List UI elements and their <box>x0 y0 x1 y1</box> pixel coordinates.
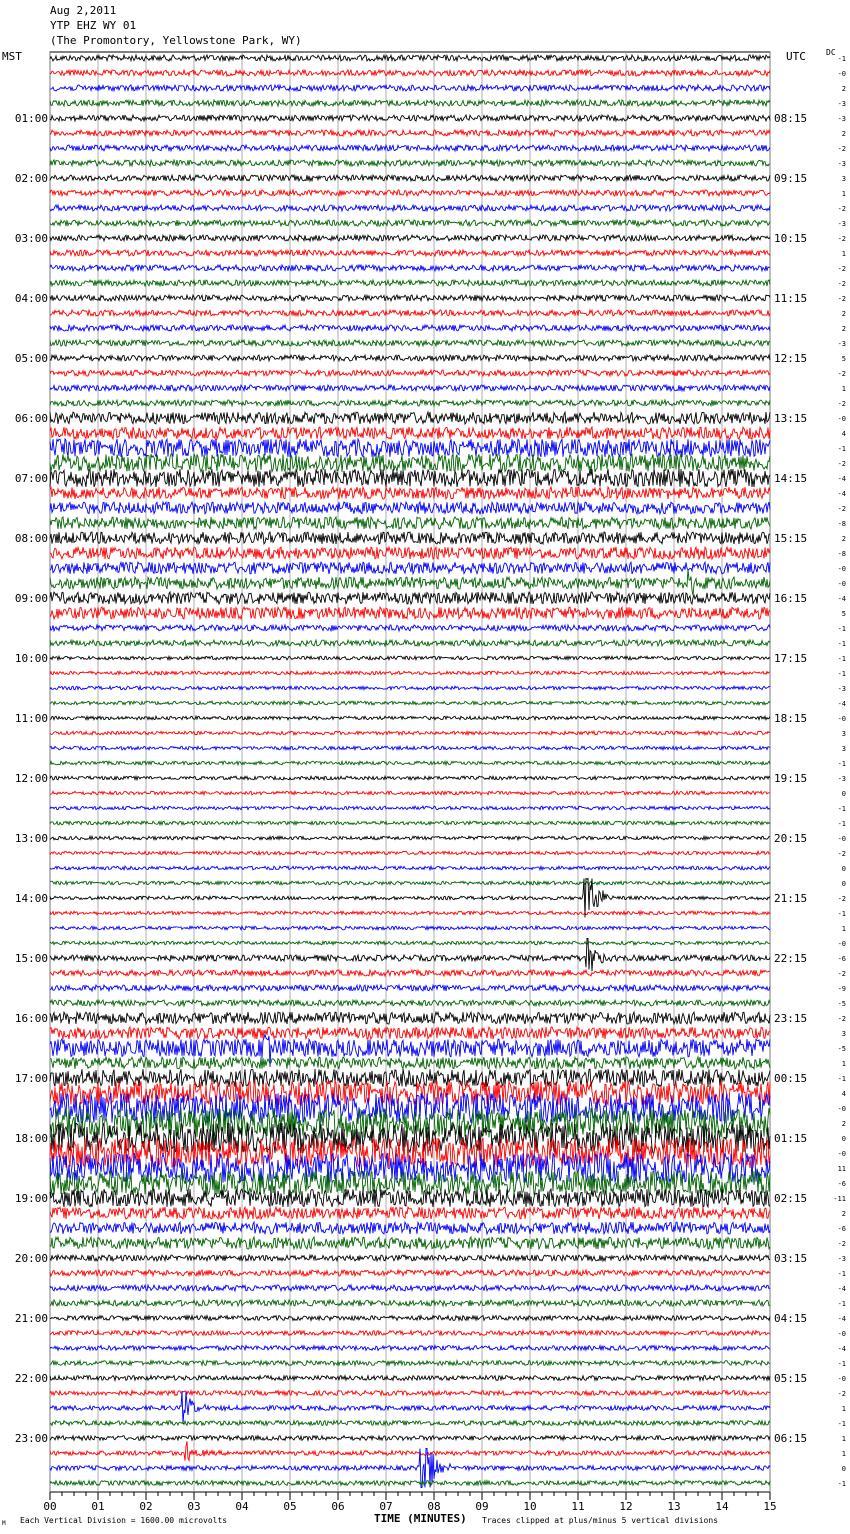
left-timezone-label: MST <box>2 50 22 63</box>
dc-offset-label: -8 <box>837 550 846 558</box>
dc-offset-label: -1 <box>837 1300 846 1308</box>
dc-offset-label: -4 <box>837 490 846 498</box>
mst-hour-label: 19:00 <box>14 1192 48 1205</box>
x-tick-label: 13 <box>667 1500 681 1513</box>
seismic-trace <box>50 776 770 780</box>
dc-offset-label: -2 <box>837 895 846 903</box>
seismic-trace <box>50 716 770 720</box>
seismic-trace <box>50 130 770 136</box>
seismic-trace <box>50 731 770 735</box>
mst-hour-label: 17:00 <box>14 1072 48 1085</box>
seismic-trace <box>50 190 770 196</box>
seismic-trace <box>50 625 770 631</box>
seismic-trace <box>50 1285 770 1291</box>
utc-hour-label: 06:15 <box>774 1432 808 1445</box>
dc-offset-label: -0 <box>837 1150 846 1158</box>
dc-offset-label: -2 <box>837 1240 846 1248</box>
dc-offset-label: -2 <box>837 1390 846 1398</box>
seismic-trace <box>50 866 770 870</box>
dc-offset-label: -0 <box>837 70 846 78</box>
seismic-trace <box>50 640 770 646</box>
scale-note: Each Vertical Division = 1600.00 microvolts <box>20 1516 228 1525</box>
dc-offset-label: 3 <box>841 175 846 183</box>
seismic-trace <box>50 821 770 825</box>
x-tick-label: 05 <box>283 1500 297 1513</box>
seismic-trace <box>50 701 770 705</box>
seismic-trace <box>50 547 770 559</box>
dc-offset-label: 0 <box>841 1135 846 1143</box>
seismic-trace <box>50 532 770 544</box>
dc-offset-label: 1 <box>841 1405 846 1413</box>
mst-hour-label: 22:00 <box>14 1372 48 1385</box>
x-tick-label: 11 <box>571 1500 585 1513</box>
seismic-trace <box>50 569 770 595</box>
utc-hour-label: 21:15 <box>774 892 808 905</box>
x-tick-label: 15 <box>763 1500 777 1513</box>
seismic-trace <box>50 385 770 391</box>
seismic-trace <box>50 1391 770 1396</box>
utc-hour-label: 09:15 <box>774 172 808 185</box>
dc-offset-label: -3 <box>837 160 846 168</box>
seismic-trace <box>50 115 770 121</box>
seismic-trace <box>50 1222 770 1234</box>
seismic-trace <box>50 1255 770 1261</box>
dc-offset-label: -4 <box>837 1315 846 1323</box>
utc-hour-label: 01:15 <box>774 1132 808 1145</box>
seismic-trace <box>50 55 770 61</box>
mst-hour-label: 13:00 <box>14 832 48 845</box>
dc-offset-label: 2 <box>841 85 846 93</box>
seismic-trace <box>50 469 770 487</box>
seismic-trace <box>50 1237 770 1249</box>
mst-hour-label: 04:00 <box>14 292 48 305</box>
utc-hour-label: 05:15 <box>774 1372 808 1385</box>
header-date: Aug 2,2011 <box>50 4 117 17</box>
seismic-trace <box>50 1057 770 1069</box>
seismic-trace <box>50 607 770 619</box>
right-timezone-label: UTC <box>786 50 806 63</box>
seismic-trace <box>50 1300 770 1306</box>
seismic-trace <box>50 686 770 690</box>
dc-offset-label: 1 <box>841 250 846 258</box>
dc-offset-label: -1 <box>837 445 846 453</box>
x-tick-label: 09 <box>475 1500 489 1513</box>
dc-offset-label: -6 <box>837 955 846 963</box>
seismic-trace <box>50 205 770 211</box>
mst-hour-label: 10:00 <box>14 652 48 665</box>
x-tick-label: 04 <box>235 1500 249 1513</box>
seismic-trace <box>50 806 770 810</box>
dc-offset-label: 1 <box>841 385 846 393</box>
dc-offset-label: 2 <box>841 310 846 318</box>
dc-offset-label: -2 <box>837 400 846 408</box>
seismic-trace <box>50 400 770 406</box>
dc-offset-label: -1 <box>837 55 846 63</box>
dc-offset-label: 11 <box>837 1165 846 1173</box>
seismic-trace <box>50 325 770 331</box>
corner-mark: M <box>2 1520 6 1527</box>
seismic-trace <box>50 1331 770 1336</box>
seismic-trace <box>50 1376 770 1381</box>
mst-hour-label: 07:00 <box>14 472 48 485</box>
seismic-trace <box>50 502 770 514</box>
seismic-trace <box>50 1189 770 1207</box>
dc-offset-label: -1 <box>837 625 846 633</box>
seismic-trace <box>50 791 770 795</box>
dc-offset-label: -0 <box>837 1105 846 1113</box>
utc-hour-label: 22:15 <box>774 952 808 965</box>
mst-hour-label: 01:00 <box>14 112 48 125</box>
dc-offset-label: -3 <box>837 220 846 228</box>
dc-offset-label: -5 <box>837 1000 846 1008</box>
seismic-trace <box>50 265 770 271</box>
dc-offset-label: -2 <box>837 370 846 378</box>
utc-hour-label: 23:15 <box>774 1012 808 1025</box>
dc-offset-label: -3 <box>837 775 846 783</box>
dc-offset-label: -3 <box>837 685 846 693</box>
dc-offset-label: -3 <box>837 340 846 348</box>
seismic-trace <box>50 340 770 346</box>
dc-offset-label: -3 <box>837 100 846 108</box>
mst-hour-label: 09:00 <box>14 592 48 605</box>
utc-hour-label: 20:15 <box>774 832 808 845</box>
seismic-trace <box>50 295 770 301</box>
dc-offset-label: -5 <box>837 1045 846 1053</box>
seismic-trace <box>50 235 770 241</box>
seismic-trace <box>50 656 770 660</box>
mst-hour-label: 20:00 <box>14 1252 48 1265</box>
seismic-trace <box>50 881 770 885</box>
dc-offset-label: -0 <box>837 415 846 423</box>
clip-note: Traces clipped at plus/minus 5 vertical divisions <box>482 1516 719 1525</box>
seismic-trace <box>50 427 770 439</box>
x-tick-label: 12 <box>619 1500 633 1513</box>
seismic-trace <box>50 1316 770 1321</box>
seismic-trace <box>50 1027 770 1039</box>
utc-hour-label: 00:15 <box>774 1072 808 1085</box>
dc-offset-label: -0 <box>837 835 846 843</box>
mst-hour-label: 05:00 <box>14 352 48 365</box>
dc-offset-label: 3 <box>841 745 846 753</box>
dc-offset-label: -1 <box>837 640 846 648</box>
seismic-trace <box>50 220 770 226</box>
x-tick-label: 10 <box>523 1500 537 1513</box>
seismic-trace <box>50 562 770 574</box>
mst-hour-label: 08:00 <box>14 532 48 545</box>
utc-hour-label: 04:15 <box>774 1312 808 1325</box>
dc-offset-label: -1 <box>837 805 846 813</box>
dc-offset-label: -1 <box>837 820 846 828</box>
dc-offset-label: -2 <box>837 295 846 303</box>
dc-offset-label: -3 <box>837 1255 846 1263</box>
dc-offset-header: DC <box>826 48 836 57</box>
dc-offset-label: 1 <box>841 1060 846 1068</box>
dc-offset-label: 2 <box>841 535 846 543</box>
mst-hour-label: 12:00 <box>14 772 48 785</box>
dc-offset-label: 2 <box>841 325 846 333</box>
utc-hour-label: 03:15 <box>774 1252 808 1265</box>
seismic-trace <box>50 761 770 765</box>
seismic-trace <box>50 911 770 915</box>
dc-offset-label: 3 <box>841 1030 846 1038</box>
dc-offset-label: -1 <box>837 670 846 678</box>
dc-offset-label: -2 <box>837 460 846 468</box>
seismic-trace <box>50 250 770 256</box>
mst-hour-label: 03:00 <box>14 232 48 245</box>
seismic-trace <box>50 85 770 91</box>
seismic-trace <box>50 1361 770 1366</box>
seismic-trace <box>50 70 770 76</box>
dc-offset-label: -2 <box>837 265 846 273</box>
mst-hour-label: 14:00 <box>14 892 48 905</box>
dc-offset-label: 1 <box>841 1450 846 1458</box>
mst-hour-label: 21:00 <box>14 1312 48 1325</box>
mst-hour-label: 11:00 <box>14 712 48 725</box>
seismic-trace <box>50 1441 770 1460</box>
dc-offset-label: 4 <box>841 430 846 438</box>
dc-offset-label: 4 <box>841 1090 846 1098</box>
dc-offset-label: 5 <box>841 610 846 618</box>
mst-hour-label: 02:00 <box>14 172 48 185</box>
dc-offset-label: -8 <box>837 520 846 528</box>
seismic-trace <box>50 517 770 529</box>
seismic-trace <box>50 370 770 376</box>
x-tick-label: 02 <box>139 1500 153 1513</box>
dc-offset-label: -2 <box>837 505 846 513</box>
dc-offset-label: -6 <box>837 1180 846 1188</box>
utc-hour-label: 14:15 <box>774 472 808 485</box>
seismic-trace <box>50 1012 770 1024</box>
utc-hour-label: 10:15 <box>774 232 808 245</box>
dc-offset-label: -9 <box>837 985 846 993</box>
seismic-trace <box>50 175 770 181</box>
dc-offset-label: -1 <box>837 760 846 768</box>
dc-offset-label: 2 <box>841 1120 846 1128</box>
mst-hour-label: 23:00 <box>14 1432 48 1445</box>
dc-offset-label: -1 <box>837 1420 846 1428</box>
dc-offset-label: -1 <box>837 1270 846 1278</box>
dc-offset-label: -2 <box>837 970 846 978</box>
seismic-trace <box>50 310 770 316</box>
utc-hour-label: 11:15 <box>774 292 808 305</box>
seismic-trace <box>50 836 770 840</box>
dc-offset-label: -2 <box>837 145 846 153</box>
dc-offset-label: 1 <box>841 925 846 933</box>
utc-hour-label: 08:15 <box>774 112 808 125</box>
dc-offset-label: -1 <box>837 1480 846 1488</box>
utc-hour-label: 16:15 <box>774 592 808 605</box>
dc-offset-label: -4 <box>837 700 846 708</box>
utc-hour-label: 12:15 <box>774 352 808 365</box>
utc-hour-label: 02:15 <box>774 1192 808 1205</box>
dc-offset-label: 5 <box>841 355 846 363</box>
x-tick-label: 07 <box>379 1500 393 1513</box>
seismic-trace <box>50 1270 770 1276</box>
header-station: YTP EHZ WY 01 <box>50 19 137 32</box>
dc-offset-label: -0 <box>837 1330 846 1338</box>
seismic-trace <box>50 1346 770 1351</box>
seismic-trace <box>50 985 770 991</box>
seismic-trace <box>50 1391 770 1424</box>
header-location: (The Promontory, Yellowstone Park, WY) <box>50 34 302 47</box>
seismic-trace <box>50 1421 770 1426</box>
seismic-trace <box>50 941 770 945</box>
dc-offset-label: 0 <box>841 1465 846 1473</box>
seismic-trace <box>50 592 770 604</box>
seismic-trace <box>50 1000 770 1006</box>
utc-hour-label: 15:15 <box>774 532 808 545</box>
dc-offset-label: -4 <box>837 1285 846 1293</box>
dc-offset-label: -2 <box>837 850 846 858</box>
seismic-trace <box>50 487 770 499</box>
mst-hour-label: 16:00 <box>14 1012 48 1025</box>
x-tick-label: 00 <box>43 1500 57 1513</box>
dc-offset-label: 2 <box>841 130 846 138</box>
dc-offset-label: 2 <box>841 1210 846 1218</box>
dc-offset-label: 0 <box>841 865 846 873</box>
dc-offset-label: 1 <box>841 190 846 198</box>
dc-offset-label: 0 <box>841 880 846 888</box>
dc-offset-label: -2 <box>837 1015 846 1023</box>
dc-offset-label: -0 <box>837 580 846 588</box>
seismic-trace <box>50 970 770 976</box>
utc-hour-label: 13:15 <box>774 412 808 425</box>
seismic-trace <box>50 671 770 675</box>
dc-offset-label: -2 <box>837 280 846 288</box>
dc-offset-label: -11 <box>833 1195 846 1203</box>
mst-hour-label: 15:00 <box>14 952 48 965</box>
dc-offset-label: -0 <box>837 940 846 948</box>
seismic-trace <box>50 1069 770 1087</box>
utc-hour-label: 17:15 <box>774 652 808 665</box>
seismic-trace <box>50 280 770 286</box>
dc-offset-label: -4 <box>837 1345 846 1353</box>
dc-offset-label: -0 <box>837 565 846 573</box>
mst-hour-label: 18:00 <box>14 1132 48 1145</box>
dc-offset-label: -3 <box>837 115 846 123</box>
dc-offset-label: 1 <box>841 1435 846 1443</box>
dc-offset-label: -4 <box>837 595 846 603</box>
seismic-trace <box>50 100 770 106</box>
x-tick-label: 14 <box>715 1500 729 1513</box>
dc-offset-label: -1 <box>837 1075 846 1083</box>
dc-offset-label: -2 <box>837 235 846 243</box>
seismic-trace <box>50 851 770 855</box>
dc-offset-label: -6 <box>837 1225 846 1233</box>
seismic-trace <box>50 355 770 361</box>
x-tick-label: 03 <box>187 1500 201 1513</box>
seismic-trace <box>50 1207 770 1219</box>
dc-offset-label: -1 <box>837 655 846 663</box>
seismic-trace <box>50 454 770 472</box>
seismic-trace <box>50 160 770 166</box>
dc-offset-label: -0 <box>837 1375 846 1383</box>
dc-offset-label: -0 <box>837 715 846 723</box>
seismic-trace <box>50 412 770 424</box>
dc-offset-label: -1 <box>837 1360 846 1368</box>
x-axis-title: TIME (MINUTES) <box>374 1512 467 1525</box>
dc-offset-label: 3 <box>841 730 846 738</box>
seismic-trace <box>50 1481 770 1486</box>
seismic-trace <box>50 1436 770 1441</box>
dc-offset-label: -2 <box>837 205 846 213</box>
dc-offset-label: 0 <box>841 790 846 798</box>
dc-offset-label: -1 <box>837 910 846 918</box>
utc-hour-label: 19:15 <box>774 772 808 785</box>
mst-hour-label: 06:00 <box>14 412 48 425</box>
dc-offset-label: -4 <box>837 475 846 483</box>
x-tick-label: 06 <box>331 1500 345 1513</box>
x-tick-label: 08 <box>427 1500 441 1513</box>
x-tick-label: 01 <box>91 1500 105 1513</box>
seismic-trace <box>50 746 770 750</box>
seismic-trace <box>50 926 770 930</box>
utc-hour-label: 18:15 <box>774 712 808 725</box>
seismic-trace <box>50 439 770 457</box>
seismic-trace <box>50 145 770 151</box>
